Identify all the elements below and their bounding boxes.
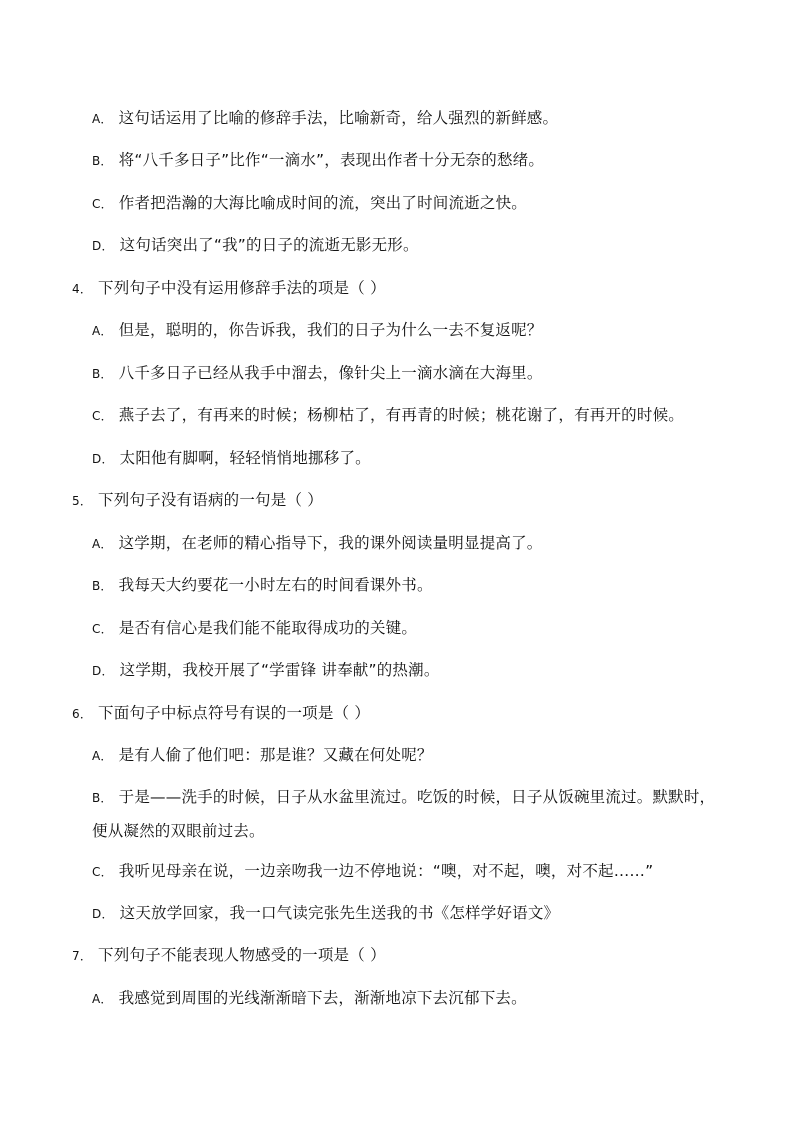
question-number: 6． xyxy=(72,707,93,721)
option-text: 八千多日子已经从我手中溜去，像针尖上一滴水滴在大海里。 xyxy=(118,364,543,382)
option-label: A． xyxy=(92,992,113,1006)
question-text: 下列句子中没有运用修辞手法的项是（ ） xyxy=(98,279,386,297)
option-text: 作者把浩瀚的大海比喻成时间的流，突出了时间流逝之快。 xyxy=(118,194,527,212)
option-7a xyxy=(92,987,527,1010)
option-6b xyxy=(92,786,715,809)
option-6c xyxy=(92,860,653,883)
option-3c xyxy=(92,192,527,215)
option-text: 将“八千多日子”比作“一滴水”，表现出作者十分无奈的愁绪。 xyxy=(118,151,545,169)
option-label: D． xyxy=(92,452,114,466)
question-number: 5． xyxy=(72,494,93,508)
option-label: C． xyxy=(92,622,113,636)
option-label: A． xyxy=(92,324,113,338)
option-label: A． xyxy=(92,537,113,551)
option-4c xyxy=(92,404,684,427)
question-text: 下面句子中标点符号有误的一项是（ ） xyxy=(98,704,371,722)
question-number: 7． xyxy=(72,949,93,963)
option-label: D． xyxy=(92,664,114,678)
question-5 xyxy=(72,489,323,512)
option-text: 我感觉到周围的光线渐渐暗下去，渐渐地凉下去沉郁下去。 xyxy=(118,989,527,1007)
option-label: D． xyxy=(92,907,114,921)
option-label: C． xyxy=(92,865,113,879)
option-5c xyxy=(92,617,417,640)
option-5d xyxy=(92,659,440,682)
option-6a xyxy=(92,744,433,767)
question-7 xyxy=(72,944,386,967)
option-6d xyxy=(92,902,559,925)
option-text: 燕子去了，有再来的时候；杨柳枯了，有再青的时候；桃花谢了，有再开的时候。 xyxy=(118,406,684,424)
option-text: 于是——洗手的时候，日子从水盆里流过。吃饭的时候，日子从饭碗里流过。默默时， xyxy=(118,788,716,806)
option-text: 这学期，在老师的精心指导下，我的课外阅读量明显提高了。 xyxy=(118,534,543,552)
question-text: 下列句子不能表现人物感受的一项是（ ） xyxy=(98,946,386,964)
option-text: 是有人偷了他们吧：那是谁？又藏在何处呢？ xyxy=(118,746,433,764)
question-number: 4． xyxy=(72,282,93,296)
option-5b xyxy=(92,574,433,597)
option-text: 这句话运用了比喻的修辞手法，比喻新奇，给人强烈的新鲜感。 xyxy=(118,109,559,127)
option-label: C． xyxy=(92,197,113,211)
option-label: B． xyxy=(92,367,113,381)
option-4a xyxy=(92,319,543,342)
option-label: A． xyxy=(92,112,113,126)
option-label: B． xyxy=(92,791,113,805)
question-6 xyxy=(72,702,370,725)
option-3b xyxy=(92,149,544,172)
option-text: 这天放学回家，我一口气读完张先生送我的书《怎样学好语文》 xyxy=(119,904,560,922)
option-3d xyxy=(92,234,419,257)
option-label: A． xyxy=(92,749,113,763)
option-text: 但是，聪明的，你告诉我，我们的日子为什么一去不复返呢？ xyxy=(118,321,543,339)
question-text: 下列句子没有语病的一句是（ ） xyxy=(98,491,323,509)
option-4d xyxy=(92,447,371,470)
option-label: C． xyxy=(92,409,113,423)
option-label: B． xyxy=(92,579,113,593)
option-3a xyxy=(92,107,558,130)
option-4b xyxy=(92,362,543,385)
option-6b-continuation xyxy=(92,820,265,842)
option-text: 便从凝然的双眼前过去。 xyxy=(92,822,265,840)
option-text: 我每天大约要花一小时左右的时间看课外书。 xyxy=(118,576,433,594)
question-4 xyxy=(72,277,386,300)
option-text: 我听见母亲在说，一边亲吻我一边不停地说：“噢，对不起，噢，对不起……” xyxy=(118,862,654,880)
option-label: D． xyxy=(92,239,114,253)
option-text: 这学期，我校开展了“学雷锋 讲奉献”的热潮。 xyxy=(119,661,440,679)
option-text: 是否有信心是我们能不能取得成功的关键。 xyxy=(118,619,418,637)
option-5a xyxy=(92,532,543,555)
option-text: 太阳他有脚啊，轻轻悄悄地挪移了。 xyxy=(119,449,371,467)
option-text: 这句话突出了“我”的日子的流逝无影无形。 xyxy=(119,236,419,254)
option-label: B． xyxy=(92,154,113,168)
